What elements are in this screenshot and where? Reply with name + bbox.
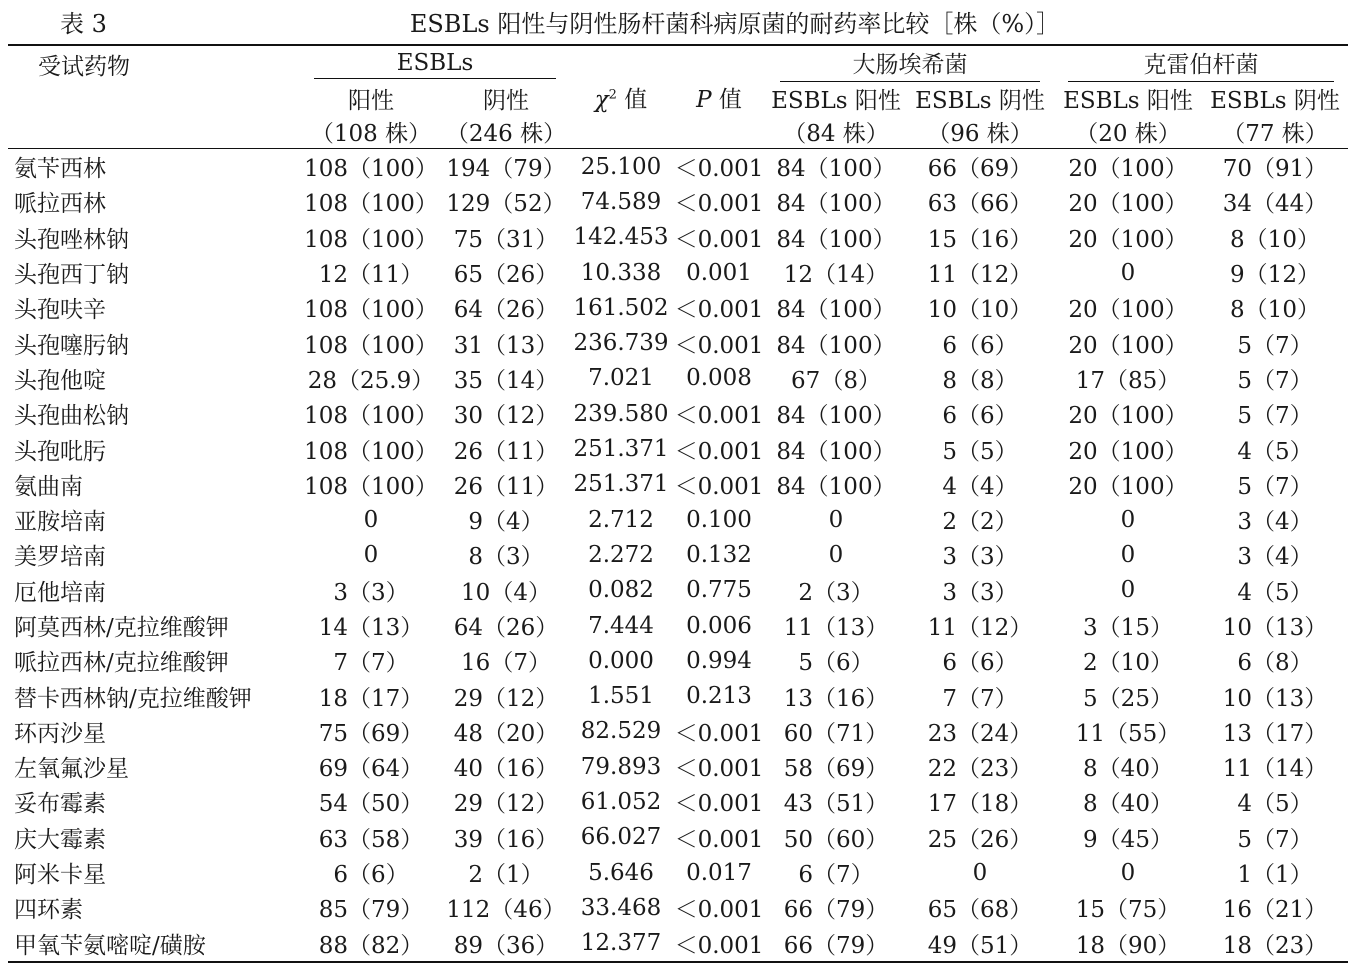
cell-drug: 替卡西林钠/克拉维酸钾 [14,685,252,712]
cell-kleb-neg: 8（10） [1230,226,1320,253]
table-row [8,820,1348,855]
header-chi-square: $\chi^2$ 值 [570,45,672,149]
cell-kleb-neg: 4（5） [1237,579,1313,606]
cell-drug: 阿莫西林/克拉维酸钾 [14,615,229,641]
cell-chi-square: 7.021 [588,365,654,392]
cell-ecoli-neg: 23（24） [927,720,1033,747]
cell-ecoli-neg: 3（3） [942,544,1018,571]
table-title: ESBLs 阳性与阴性肠杆菌科病原菌的耐药率比较［株（%）］ [409,10,1061,38]
cell-esbls-pos: 0 [363,541,379,568]
cell-ecoli-neg: 4（4） [942,473,1018,500]
cell-drug: 头孢唑林钠 [14,226,129,253]
cell-p-value: ＜0.001 [674,191,764,218]
cell-ecoli-neg: 3（3） [942,579,1018,606]
cell-ecoli-neg: 10（10） [927,297,1033,324]
cell-drug: 环丙沙星 [14,720,106,747]
cell-esbls-neg: 29（12） [453,685,559,712]
cell-kleb-neg: 5（7） [1237,826,1313,853]
cell-kleb-neg: 6（8） [1237,650,1313,677]
cell-p-value: 0.006 [686,612,752,639]
cell-esbls-neg: 8（3） [468,544,544,571]
cell-ecoli-neg: 66（69） [927,156,1033,183]
table-row [8,184,1348,219]
table-row [8,290,1348,325]
table-caption [0,6,1356,42]
cell-esbls-pos: 69（64） [318,756,424,783]
cell-ecoli-neg: 63（66） [927,191,1033,218]
cell-ecoli-pos: 84（100） [776,297,896,324]
cell-ecoli-pos: 84（100） [776,332,896,359]
cell-ecoli-neg: 7（7） [942,685,1018,712]
cell-p-value: ＜0.001 [674,473,764,500]
cell-esbls-pos: 88（82） [318,932,424,959]
cell-ecoli-pos: 60（71） [783,720,889,747]
table-row [8,890,1348,925]
cell-esbls-pos: 108（100） [304,191,438,218]
cell-kleb-pos: 17（85） [1075,367,1181,394]
header-drug: 受试药物 [8,45,300,149]
cell-ecoli-neg: 25（26） [927,826,1033,853]
cell-p-value: 0.008 [686,365,752,392]
cell-drug: 氨苄西林 [14,156,106,183]
table-body [8,149,1348,962]
cell-ecoli-neg: 6（6） [942,650,1018,677]
cell-esbls-pos: 63（58） [318,826,424,853]
cell-kleb-neg: 70（91） [1222,156,1328,183]
cell-p-value: ＜0.001 [674,720,764,747]
cell-ecoli-neg: 49（51） [927,932,1033,959]
cell-p-value: 0.100 [686,506,752,533]
cell-esbls-neg: 35（14） [453,367,559,394]
table-row [8,855,1348,890]
table-row [8,149,1348,185]
cell-ecoli-pos: 84（100） [776,226,896,253]
cell-kleb-pos: 20（100） [1068,473,1188,500]
header-ecoli-group: 大肠埃希菌 [766,45,1054,82]
cell-chi-square: 12.377 [580,930,662,957]
cell-ecoli-pos: 84（100） [776,438,896,465]
header-kleb-group: 克雷伯杆菌 [1054,45,1348,82]
cell-esbls-pos: 12（11） [318,262,424,289]
cell-esbls-neg: 129（52） [446,191,566,218]
cell-chi-square: 10.338 [580,259,662,286]
cell-esbls-pos: 28（25.9） [307,367,435,394]
table-row [8,784,1348,819]
cell-p-value: ＜0.001 [674,332,764,359]
header-ecoli-neg-n: （96 株） [906,115,1054,149]
cell-kleb-pos: 20（100） [1068,156,1188,183]
cell-chi-square: 239.580 [573,400,669,427]
cell-kleb-pos: 20（100） [1068,297,1188,324]
cell-esbls-neg: 194（79） [446,156,566,183]
cell-ecoli-pos: 0 [828,541,844,568]
cell-chi-square: 161.502 [573,294,669,321]
cell-drug: 庆大霉素 [14,826,106,853]
header-kleb-pos-n: （20 株） [1054,115,1202,149]
header-ecoli-pos-n: （84 株） [766,115,906,149]
cell-kleb-neg: 5（7） [1237,332,1313,359]
cell-chi-square: 251.371 [573,471,669,498]
cell-esbls-pos: 108（100） [304,403,438,430]
cell-esbls-neg: 30（12） [453,403,559,430]
cell-kleb-neg: 5（7） [1237,403,1313,430]
cell-esbls-pos: 108（100） [304,438,438,465]
cell-esbls-neg: 10（4） [461,579,551,606]
cell-p-value: 0.001 [686,259,752,286]
cell-ecoli-neg: 11（12） [927,262,1033,289]
cell-kleb-pos: 0 [1120,859,1136,886]
cell-p-value: ＜0.001 [674,791,764,818]
header-kleb-pos: ESBLs 阳性 [1063,88,1193,114]
cell-ecoli-pos: 84（100） [776,156,896,183]
cell-chi-square: 82.529 [580,718,662,745]
cell-p-value: 0.213 [686,683,752,710]
cell-ecoli-pos: 66（79） [783,932,889,959]
cell-esbls-neg: 26（11） [453,438,559,465]
header-ecoli-pos: ESBLs 阳性 [771,88,901,114]
cell-ecoli-pos: 0 [828,506,844,533]
header-ecoli-neg: ESBLs 阴性 [915,88,1045,114]
cell-esbls-pos: 108（100） [304,297,438,324]
cell-ecoli-neg: 22（23） [927,756,1033,783]
cell-chi-square: 0.082 [588,577,654,604]
cell-chi-square: 0.000 [588,647,654,674]
table-row [8,361,1348,396]
header-esbls-pos: 阳性 [348,88,394,114]
cell-kleb-pos: 11（55） [1075,720,1181,747]
cell-ecoli-pos: 5（6） [798,650,874,677]
cell-drug: 头孢曲松钠 [14,403,129,430]
cell-esbls-neg: 64（26） [453,297,559,324]
cell-kleb-neg: 4（5） [1237,791,1313,818]
cell-drug: 甲氧苄氨嘧啶/磺胺 [14,932,206,959]
table-row [8,502,1348,537]
cell-drug: 妥布霉素 [14,791,106,818]
table-row [8,643,1348,678]
table-row [8,431,1348,466]
cell-kleb-pos: 20（100） [1068,332,1188,359]
cell-kleb-pos: 3（15） [1083,615,1173,641]
cell-esbls-neg: 65（26） [453,262,559,289]
cell-drug: 头孢呋辛 [14,297,106,324]
cell-chi-square: 25.100 [580,153,662,180]
header-esbls-neg: 阴性 [483,88,529,114]
cell-kleb-pos: 20（100） [1068,191,1188,218]
cell-drug: 氨曲南 [14,473,83,500]
cell-drug: 哌拉西林/克拉维酸钾 [14,650,229,677]
table-row [8,714,1348,749]
cell-esbls-neg: 26（11） [453,473,559,500]
cell-esbls-pos: 0 [363,506,379,533]
cell-kleb-neg: 16（21） [1222,897,1328,924]
cell-drug: 厄他培南 [14,579,106,606]
cell-kleb-neg: 5（7） [1237,367,1313,394]
cell-chi-square: 5.646 [588,859,654,886]
cell-esbls-neg: 9（4） [468,509,544,536]
table-row [8,608,1348,643]
cell-esbls-neg: 29（12） [453,791,559,818]
cell-esbls-neg: 48（20） [453,720,559,747]
cell-chi-square: 251.371 [573,436,669,463]
cell-p-value: ＜0.001 [674,403,764,430]
cell-kleb-neg: 3（4） [1237,544,1313,571]
cell-p-value: 0.132 [686,541,752,568]
cell-kleb-neg: 5（7） [1237,473,1313,500]
cell-esbls-pos: 3（3） [333,579,409,606]
table-row [8,325,1348,360]
cell-ecoli-pos: 84（100） [776,473,896,500]
cell-chi-square: 79.893 [580,753,662,780]
cell-ecoli-pos: 50（60） [783,826,889,853]
cell-p-value: ＜0.001 [674,226,764,253]
table-row [8,537,1348,572]
cell-drug: 头孢噻肟钠 [14,332,129,359]
cell-kleb-neg: 34（44） [1222,191,1328,218]
cell-chi-square: 61.052 [580,788,662,815]
cell-p-value: ＜0.001 [674,156,764,183]
cell-kleb-neg: 8（10） [1230,297,1320,324]
cell-esbls-neg: 89（36） [453,932,559,959]
cell-chi-square: 66.027 [580,824,662,851]
cell-kleb-pos: 2（10） [1083,650,1173,677]
cell-ecoli-pos: 67（8） [791,367,881,394]
cell-drug: 头孢西丁钠 [14,262,129,289]
cell-kleb-neg: 3（4） [1237,509,1313,536]
cell-ecoli-pos: 58（69） [783,756,889,783]
cell-esbls-neg: 39（16） [453,826,559,853]
table-row [8,573,1348,608]
cell-kleb-pos: 0 [1120,506,1136,533]
cell-chi-square: 142.453 [573,224,669,251]
header-p-value: P 值 [672,45,766,149]
cell-chi-square: 74.589 [580,188,662,215]
cell-esbls-pos: 6（6） [333,862,409,889]
table-row [8,255,1348,290]
cell-ecoli-neg: 15（16） [927,226,1033,253]
cell-chi-square: 236.739 [573,330,669,357]
cell-ecoli-pos: 43（51） [783,791,889,818]
cell-chi-square: 33.468 [580,894,662,921]
cell-ecoli-pos: 84（100） [776,403,896,430]
cell-drug: 美罗培南 [14,544,106,571]
cell-drug: 头孢他啶 [14,367,106,394]
cell-chi-square: 2.712 [588,506,654,533]
cell-ecoli-neg: 5（5） [942,438,1018,465]
header-kleb-neg-n: （77 株） [1202,115,1348,149]
cell-kleb-neg: 11（14） [1222,756,1328,783]
cell-kleb-pos: 0 [1120,541,1136,568]
cell-ecoli-pos: 13（16） [783,685,889,712]
cell-ecoli-neg: 2（2） [942,509,1018,536]
cell-drug: 左氧氟沙星 [14,756,129,783]
cell-ecoli-pos: 11（13） [783,615,889,641]
cell-esbls-neg: 75（31） [453,226,559,253]
cell-esbls-neg: 31（13） [453,332,559,359]
cell-kleb-neg: 1（1） [1237,862,1313,889]
cell-ecoli-pos: 6（7） [798,862,874,889]
cell-p-value: ＜0.001 [674,826,764,853]
cell-esbls-pos: 108（100） [304,226,438,253]
cell-p-value: 0.775 [686,577,752,604]
cell-esbls-pos: 108（100） [304,473,438,500]
cell-drug: 四环素 [14,897,83,924]
header-esbls-group: ESBLs [300,45,570,82]
cell-ecoli-neg: 6（6） [942,403,1018,430]
cell-esbls-pos: 18（17） [318,685,424,712]
cell-esbls-pos: 108（100） [304,332,438,359]
table-row [8,926,1348,962]
cell-ecoli-neg: 65（68） [927,897,1033,924]
cell-kleb-neg: 4（5） [1237,438,1313,465]
cell-p-value: ＜0.001 [674,438,764,465]
cell-chi-square: 2.272 [588,541,654,568]
cell-esbls-pos: 14（13） [318,615,424,641]
cell-p-value: ＜0.001 [674,932,764,959]
cell-ecoli-pos: 84（100） [776,191,896,218]
cell-kleb-pos: 18（90） [1075,932,1181,959]
cell-esbls-neg: 112（46） [446,897,566,924]
cell-kleb-pos: 20（100） [1068,403,1188,430]
resistance-table [8,44,1348,963]
cell-drug: 头孢吡肟 [14,438,106,465]
cell-esbls-pos: 85（79） [318,897,424,924]
cell-ecoli-neg: 11（12） [927,615,1033,641]
cell-esbls-neg: 64（26） [453,615,559,641]
cell-ecoli-neg: 17（18） [927,791,1033,818]
cell-ecoli-pos: 12（14） [783,262,889,289]
cell-esbls-pos: 7（7） [333,650,409,677]
cell-esbls-pos: 108（100） [304,156,438,183]
cell-ecoli-neg: 0 [972,859,988,886]
table-row [8,396,1348,431]
cell-p-value: 0.994 [686,647,752,674]
cell-chi-square: 1.551 [588,683,654,710]
header-esbls-pos-n: （108 株） [300,115,442,149]
table-row [8,749,1348,784]
cell-kleb-pos: 5（25） [1083,685,1173,712]
table-row [8,220,1348,255]
cell-ecoli-pos: 2（3） [798,579,874,606]
cell-kleb-neg: 9（12） [1230,262,1320,289]
cell-kleb-pos: 9（45） [1083,826,1173,853]
cell-drug: 阿米卡星 [14,862,106,889]
cell-kleb-neg: 13（17） [1222,720,1328,747]
table-number: 表 3 [60,10,107,38]
table-row [8,678,1348,713]
cell-drug: 哌拉西林 [14,191,106,218]
cell-kleb-neg: 10（13） [1222,615,1328,641]
cell-esbls-neg: 2（1） [468,862,544,889]
cell-esbls-neg: 40（16） [453,756,559,783]
cell-p-value: ＜0.001 [674,297,764,324]
cell-kleb-pos: 0 [1120,577,1136,604]
cell-kleb-pos: 8（40） [1083,756,1173,783]
cell-ecoli-pos: 66（79） [783,897,889,924]
cell-esbls-pos: 75（69） [318,720,424,747]
cell-kleb-pos: 20（100） [1068,226,1188,253]
cell-ecoli-neg: 8（8） [942,367,1018,394]
cell-p-value: 0.017 [686,859,752,886]
cell-kleb-neg: 18（23） [1222,932,1328,959]
cell-p-value: ＜0.001 [674,897,764,924]
cell-kleb-pos: 8（40） [1083,791,1173,818]
header-kleb-neg: ESBLs 阴性 [1210,88,1340,114]
table-row [8,467,1348,502]
cell-esbls-neg: 16（7） [461,650,551,677]
cell-chi-square: 7.444 [588,612,654,639]
cell-kleb-pos: 20（100） [1068,438,1188,465]
cell-kleb-pos: 0 [1120,259,1136,286]
cell-kleb-pos: 15（75） [1075,897,1181,924]
cell-ecoli-neg: 6（6） [942,332,1018,359]
cell-esbls-pos: 54（50） [318,791,424,818]
header-esbls-neg-n: （246 株） [442,115,570,149]
cell-kleb-neg: 10（13） [1222,685,1328,712]
cell-drug: 亚胺培南 [14,509,106,536]
cell-p-value: ＜0.001 [674,756,764,783]
